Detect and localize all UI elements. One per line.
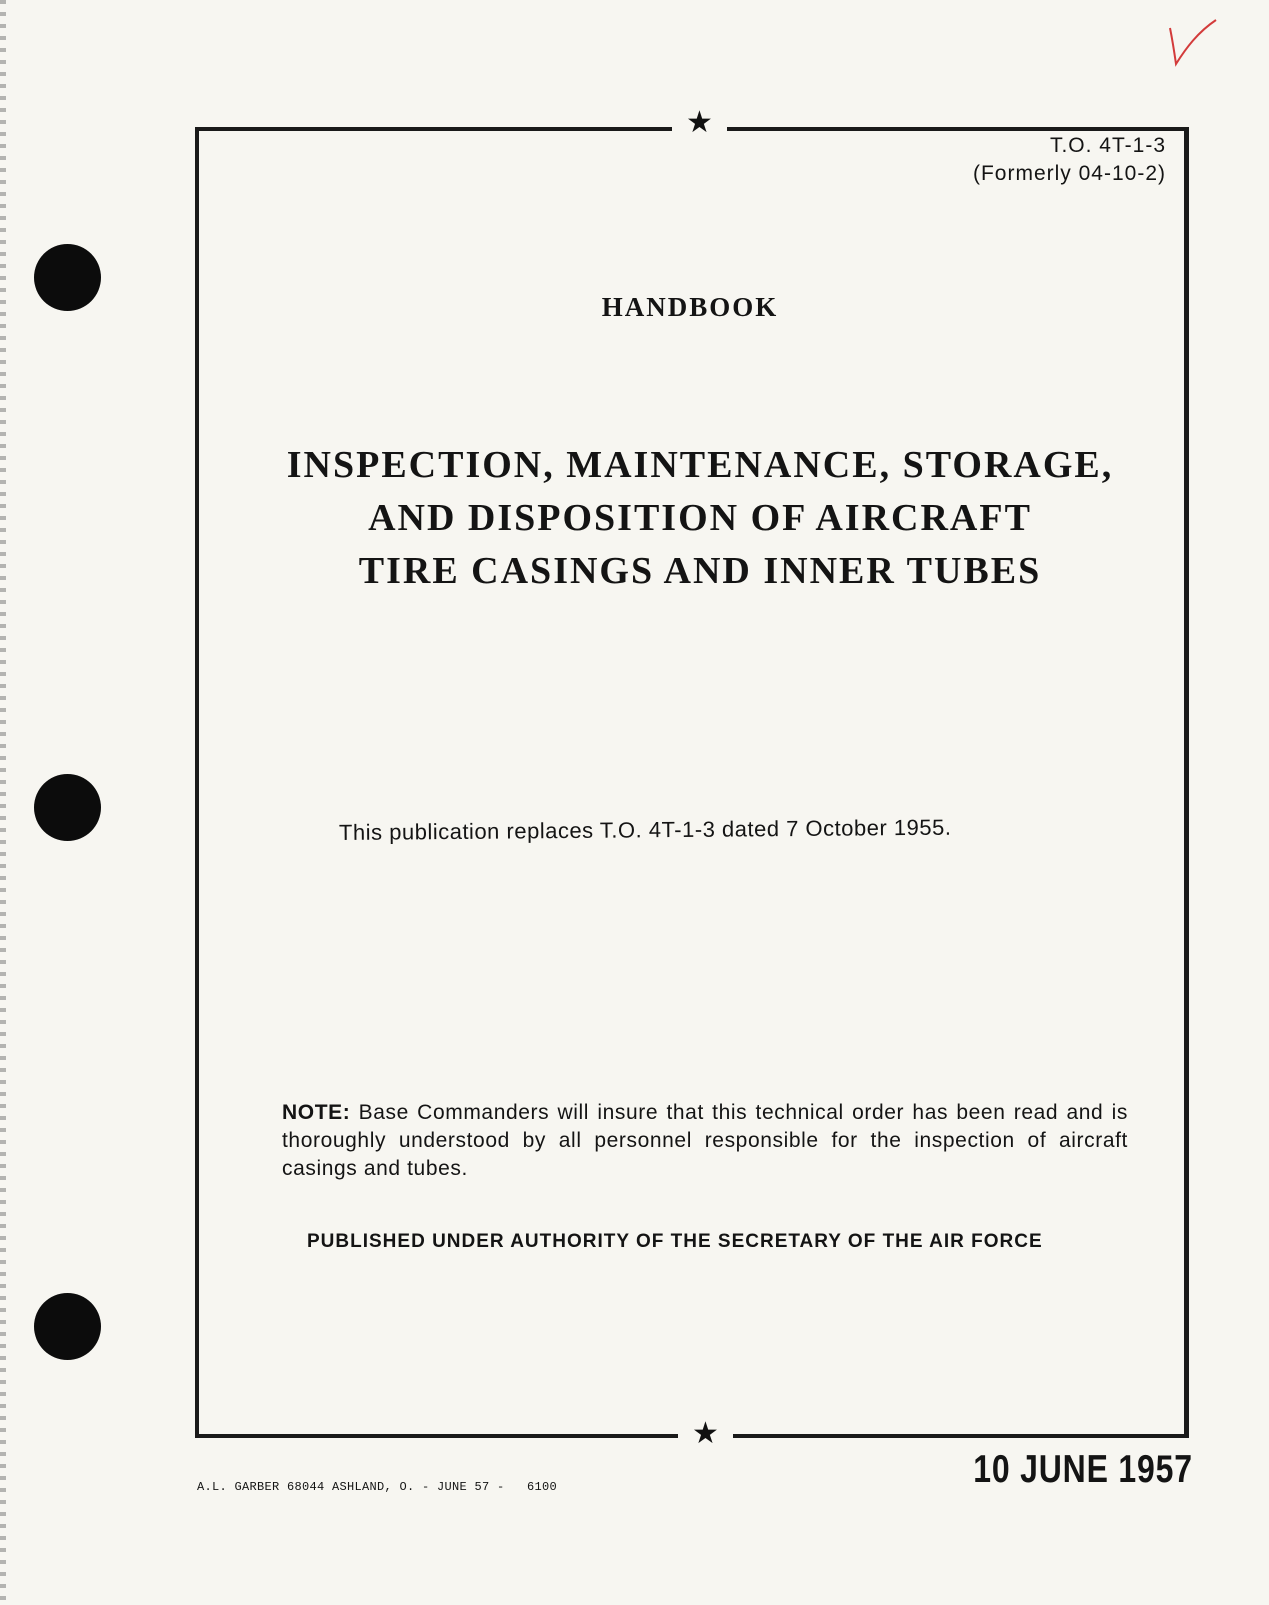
document-title [200,439,1200,598]
to-number: T.O. 4T-1-3 [1049,134,1166,157]
printer-imprint: A.L. GARBER 68044 ASHLAND, O. - JUNE 57 - 6100 [197,1480,558,1494]
punch-hole-bottom [34,1293,101,1360]
punch-hole-middle [34,774,101,841]
technical-order-number [973,132,1166,188]
binding-edge [0,0,6,1605]
check-mark-icon [1168,16,1218,68]
title-line-3: TIRE CASINGS AND INNER TUBES [358,550,1042,592]
issue-date: 10 JUNE 1957 [973,1448,1193,1491]
authority-statement: PUBLISHED UNDER AUTHORITY OF THE SECRETARY OF THE AIR FORCE [307,1231,1043,1252]
star-ornament-top: ★ [672,108,727,138]
document-type: HANDBOOK [601,292,779,322]
note-label: NOTE: [282,1101,351,1124]
formerly-number: (Formerly 04-10-2) [972,162,1166,185]
note-paragraph [282,1099,1128,1183]
replaces-statement: This publication replaces T.O. 4T-1-3 dated 7 October 1955. [338,814,952,845]
title-line-1: INSPECTION, MAINTENANCE, STORAGE, [286,444,1114,486]
star-ornament-bottom: ★ [678,1419,733,1449]
note-text: Base Commanders will insure that this technical order has been read and is thoroughly understood by all personnel responsible for the inspection of aircraft casings and tubes. [282,1101,1128,1180]
title-line-2: AND DISPOSITION OF AIRCRAFT [368,497,1032,539]
